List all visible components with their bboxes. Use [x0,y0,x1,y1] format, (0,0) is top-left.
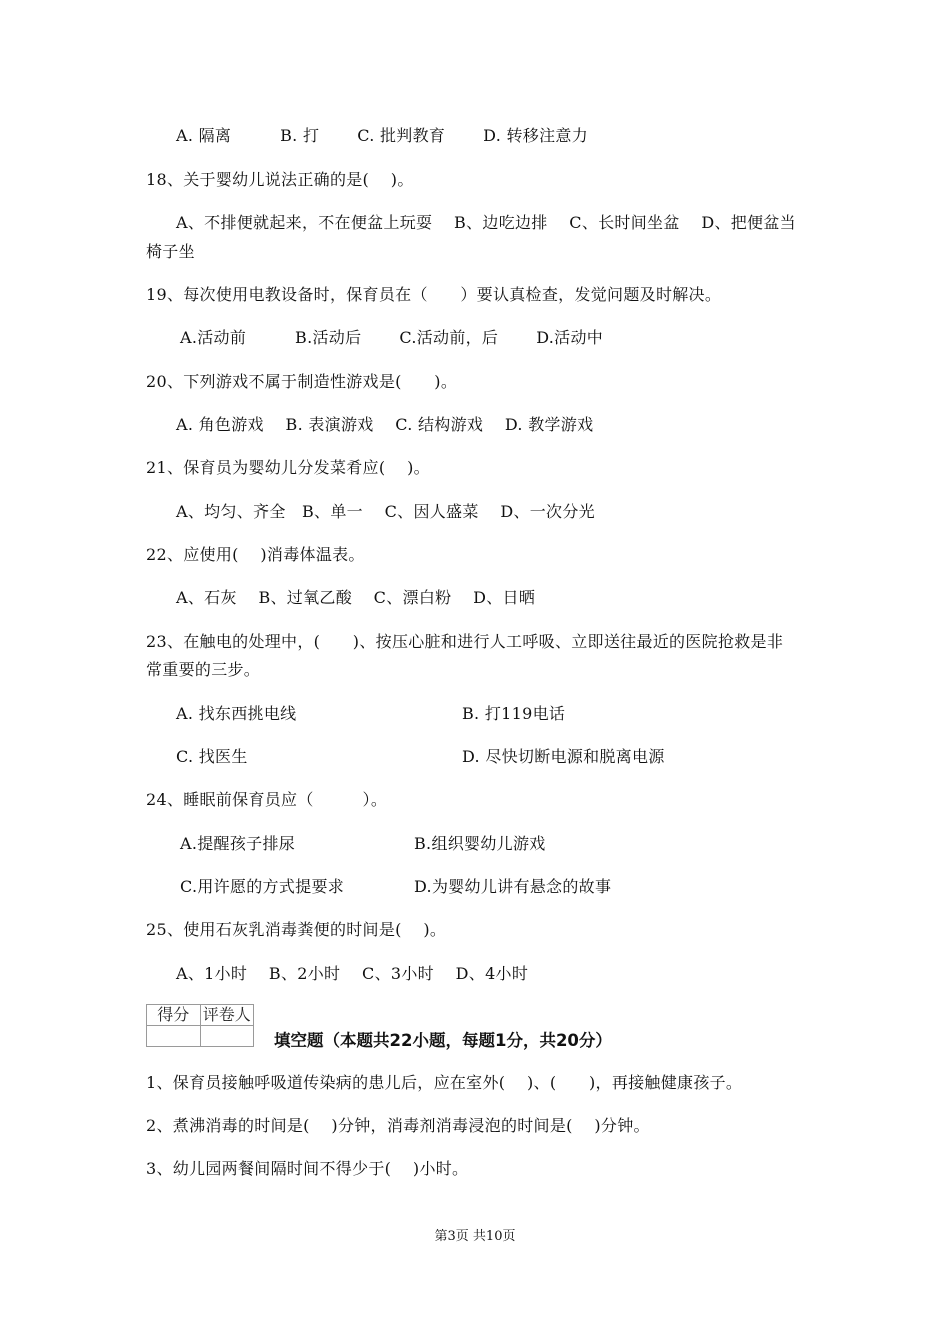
q21-options: A、均匀、齐全 B、单一 C、因人盛菜 D、一次分光 [176,502,595,521]
question-23-line-1: 23、在触电的处理中，( )、按压心脏和进行人工呼吸、立即送往最近的医院抢救是非 [146,632,784,651]
question-19: 19、每次使用电教设备时，保育员在（ ）要认真检查，发觉问题及时解决。 [146,285,722,304]
question-22: 22、应使用( )消毒体温表。 [146,545,365,564]
q23-option-b: B. 打119电话 [462,704,566,723]
question-23-line-2: 常重要的三步。 [146,660,261,679]
q19-options: A.活动前 B.活动后 C.活动前，后 D.活动中 [180,328,604,347]
q24-option-c: C.用许愿的方式提要求 [180,877,345,896]
q25-options: A、1小时 B、2小时 C、3小时 D、4小时 [176,964,529,983]
q17-options: A. 隔离 B. 打 C. 批判教育 D. 转移注意力 [176,126,589,145]
q24-option-d: D.为婴幼儿讲有悬念的故事 [414,877,612,896]
section-title: 填空题（本题共22小题，每题1分，共20分） [274,1031,612,1050]
score-box [146,1004,254,1047]
q18-options-line-2: 椅子坐 [146,242,195,261]
reviewer-cell [200,1026,254,1047]
q23-option-c: C. 找医生 [176,747,248,766]
question-21: 21、保育员为婴幼儿分发菜肴应( )。 [146,458,430,477]
question-18: 18、关于婴幼儿说法正确的是( )。 [146,170,414,189]
fill-question-3: 3、幼儿园两餐间隔时间不得少于( )小时。 [146,1159,469,1178]
question-20: 20、下列游戏不属于制造性游戏是( )。 [146,372,458,391]
fill-question-1: 1、保育员接触呼吸道传染病的患儿后，应在室外( )、( )，再接触健康孩子。 [146,1073,743,1092]
reviewer-label: 评卷人 [200,1005,254,1026]
question-24: 24、睡眠前保育员应（ ）。 [146,790,388,809]
q23-option-a: A. 找东西挑电线 [176,704,297,723]
page-footer: 第3页 共10页 [434,1229,516,1244]
score-cell [147,1026,201,1047]
q18-options-line-1: A、不排便就起来，不在便盆上玩耍 B、边吃边排 C、长时间坐盆 D、把便盆当 [176,213,796,232]
q22-options: A、石灰 B、过氧乙酸 C、漂白粉 D、日晒 [176,588,536,607]
q24-option-a: A.提醒孩子排尿 [180,834,296,853]
q20-options: A. 角色游戏 B. 表演游戏 C. 结构游戏 D. 教学游戏 [176,415,594,434]
q23-option-d: D. 尽快切断电源和脱离电源 [462,747,665,766]
question-25: 25、使用石灰乳消毒粪便的时间是( )。 [146,920,447,939]
fill-question-2: 2、煮沸消毒的时间是( )分钟，消毒剂消毒浸泡的时间是( )分钟。 [146,1116,650,1135]
score-label: 得分 [147,1005,201,1026]
q24-option-b: B.组织婴幼儿游戏 [414,834,546,853]
